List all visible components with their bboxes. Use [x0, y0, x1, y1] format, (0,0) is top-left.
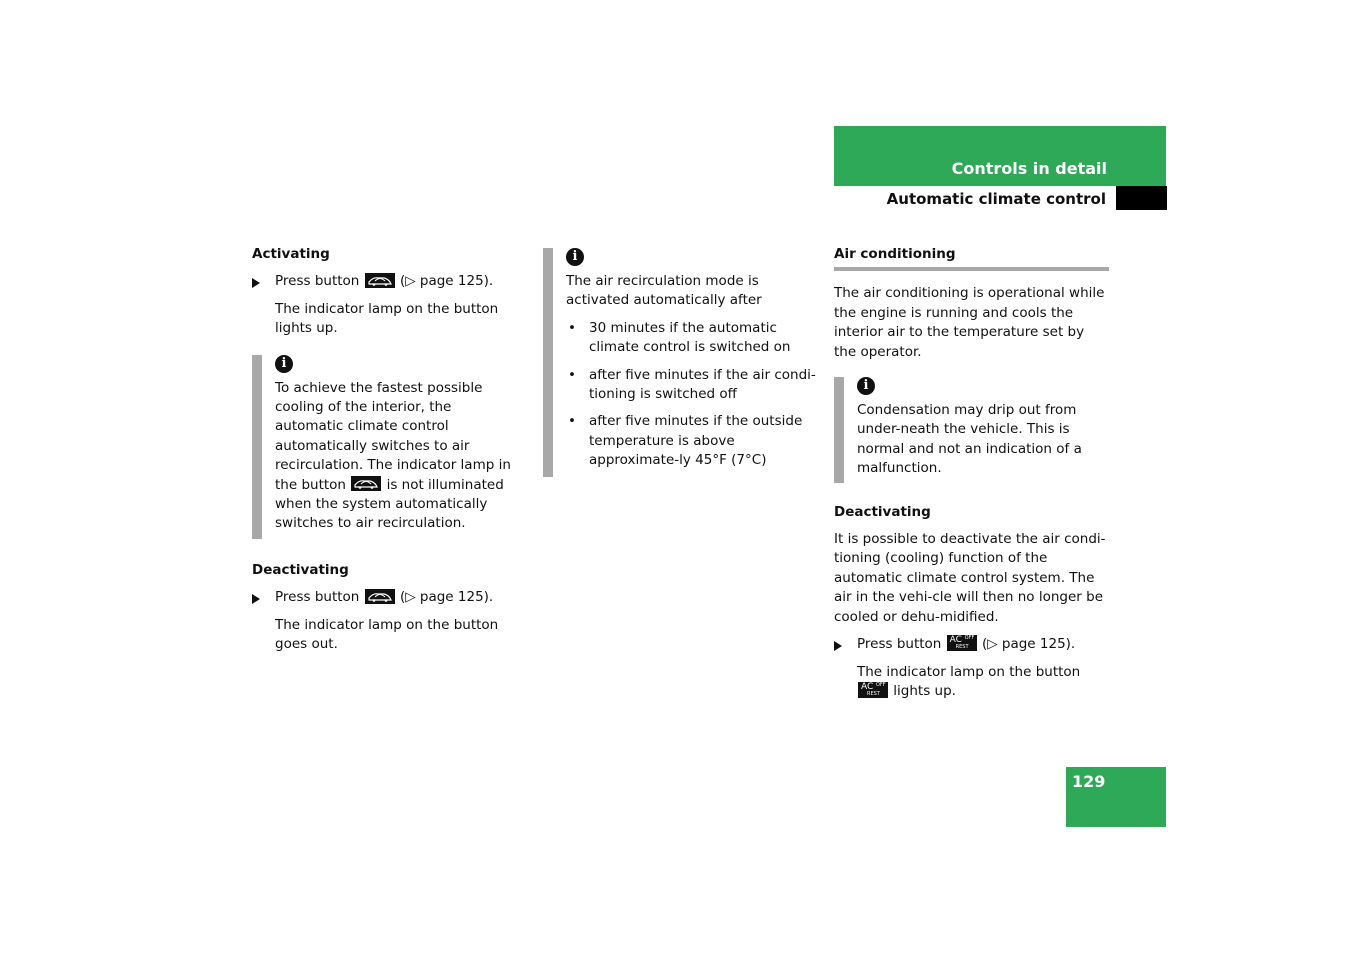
deactivating-result: The indicator lamp on the button goes out. — [275, 616, 499, 653]
deactivating-heading: Deactivating — [834, 503, 931, 520]
result-text: lights up. — [893, 682, 956, 699]
ac-label: AC — [949, 635, 962, 646]
ac-off-rest-button-icon — [947, 635, 977, 651]
triangle-bullet-icon — [834, 641, 842, 651]
step-text: Press button — [275, 589, 360, 606]
note-text — [275, 379, 522, 534]
rest-label: REST — [955, 644, 969, 651]
condition-list — [566, 319, 818, 471]
off-label: OFF — [964, 635, 975, 642]
activating-result: The indicator lamp on the button lights up. — [275, 300, 499, 337]
note-bar — [252, 355, 262, 539]
deactivating-step — [834, 635, 1109, 654]
info-icon: i — [275, 355, 293, 373]
recirculation-button-icon — [365, 589, 395, 604]
note-bar — [834, 377, 844, 483]
page-number-box — [1066, 767, 1166, 827]
right-column — [834, 245, 1109, 701]
page-number: 129 — [1072, 772, 1106, 791]
step-text: Press button — [857, 636, 942, 653]
deactivating-step — [252, 588, 522, 607]
note-bar — [543, 248, 553, 477]
activating-heading: Activating — [252, 246, 330, 262]
list-item: • after five minutes if the air condi-tioning is switched off — [566, 366, 818, 405]
recirculation-button-icon — [351, 476, 381, 491]
info-note — [543, 248, 818, 477]
info-note — [252, 355, 522, 539]
section-tab-marker — [1116, 186, 1167, 210]
deactivating-heading: Deactivating — [252, 561, 349, 578]
note-text-part: To achieve the fastest possible cooling of the interior, the automatic climate control automatically switches to air recirculation. The indicator lamp in the button — [275, 379, 511, 493]
info-note — [834, 377, 1109, 483]
triangle-bullet-icon — [252, 594, 260, 604]
page-reference: (▷ page 125). — [399, 273, 494, 290]
chapter-title: Controls in detail — [951, 159, 1107, 178]
air-conditioning-heading: Air conditioning — [834, 246, 956, 262]
ac-off-rest-button-icon — [858, 682, 888, 698]
section-title: Automatic climate control — [886, 190, 1106, 208]
note-intro: The air recirculation mode is activated automatically after — [566, 273, 762, 309]
list-item: • after five minutes if the outside temperature is above approximate-ly 45°F (7°C) — [566, 412, 818, 470]
note-text: Condensation may drip out from under-neath the vehicle. This is normal and not an indication of a malfunction. — [857, 402, 1082, 477]
deactivating-text: It is possible to deactivate the air condi-tioning (cooling) function of the automatic climate control system. The air in the vehi-cle will then no longer be cooled or dehu-midified. — [834, 531, 1106, 625]
list-item: • 30 minutes if the automatic climate control is switched on — [566, 319, 818, 358]
recirculation-button-icon — [365, 273, 395, 288]
middle-column — [543, 248, 818, 477]
info-icon: i — [857, 377, 875, 395]
air-conditioning-text: The air conditioning is operational while the engine is running and cools the interior air to the temperature set by the operator. — [834, 285, 1105, 360]
info-icon: i — [566, 248, 584, 266]
activating-step — [252, 272, 522, 291]
step-text: Press button — [275, 273, 360, 290]
off-label: OFF — [876, 681, 886, 688]
deactivating-result — [834, 663, 1109, 702]
heading-rule — [834, 267, 1109, 271]
result-text: The indicator lamp on the button — [857, 663, 1081, 680]
rest-label: REST — [867, 690, 880, 697]
page-reference: (▷ page 125). — [399, 589, 494, 606]
note-text-part: is not illuminated when the system automatically switches to air recirculation. — [275, 476, 504, 532]
triangle-bullet-icon — [252, 278, 260, 288]
chapter-header — [834, 126, 1166, 186]
left-column — [252, 245, 522, 655]
page-reference: (▷ page 125). — [981, 636, 1076, 653]
ac-label: AC — [861, 681, 874, 692]
